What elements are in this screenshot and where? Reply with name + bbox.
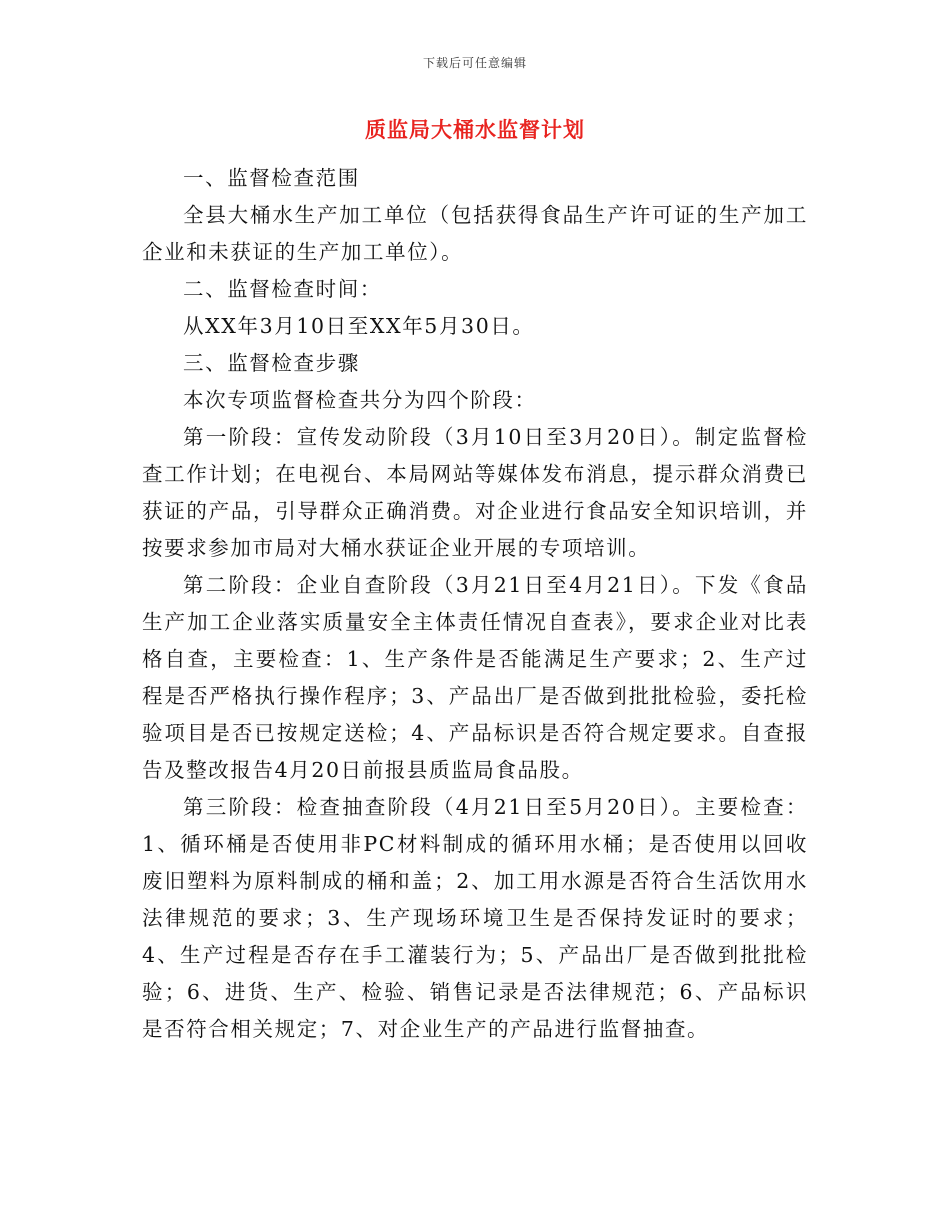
paragraph-scope: 全县大桶水生产加工单位（包括获得食品生产许可证的生产加工企业和未获证的生产加工单位）。 [142, 203, 808, 264]
section-heading-time: 二、监督检查时间： [183, 277, 382, 301]
paragraph-stage-three: 第三阶段：检查抽查阶段（4月21日至5月20日）。主要检查：1、循环桶是否使用非PC材料制成的循环用水桶；是否使用以回收废旧塑料为原料制成的桶和盖；2、加工用水源是否符合生活饮用水法律规范的要求；3、生产现场环境卫生是否保持发证时的要求；4、生产过程是否存在手工灌装行为；5、产品出厂是否做到批批检验；6、进货、生产、检验、销售记录是否法律规范；6、产品标识是否符合相关规定；7、对企业生产的产品进行监督抽查。 [142, 795, 808, 1041]
paragraph-stage-one: 第一阶段：宣传发动阶段（3月10日至3月20日）。制定监督检查工作计划；在电视台、本局网站等媒体发布消息，提示群众消费已获证的产品，引导群众正确消费。对企业进行食品安全知识培训，并按要求参加市局对大桶水获证企业开展的专项培训。 [142, 425, 808, 560]
section-heading-scope: 一、监督检查范围 [183, 166, 360, 190]
document-body [142, 160, 808, 1048]
paragraph-stage-two: 第二阶段：企业自查阶段（3月21日至4月21日）。下发《食品生产加工企业落实质量安全主体责任情况自查表》，要求企业对比表格自查，主要检查：1、生产条件是否能满足生产要求；2、生产过程是否严格执行操作程序；3、产品出厂是否做到批批检验，委托检验项目是否已按规定送检；4、产品标识是否符合规定要求。自查报告及整改报告4月20日前报县质监局食品股。 [142, 573, 808, 782]
document-title: 质监局大桶水监督计划 [365, 117, 585, 142]
header-note: 下载后可任意编辑 [422, 56, 527, 70]
section-heading-steps: 三、监督检查步骤 [183, 351, 360, 375]
paragraph-steps-intro: 本次专项监督检查共分为四个阶段： [183, 388, 537, 412]
paragraph-time: 从XX年3月10日至XX年5月30日。 [183, 314, 535, 338]
